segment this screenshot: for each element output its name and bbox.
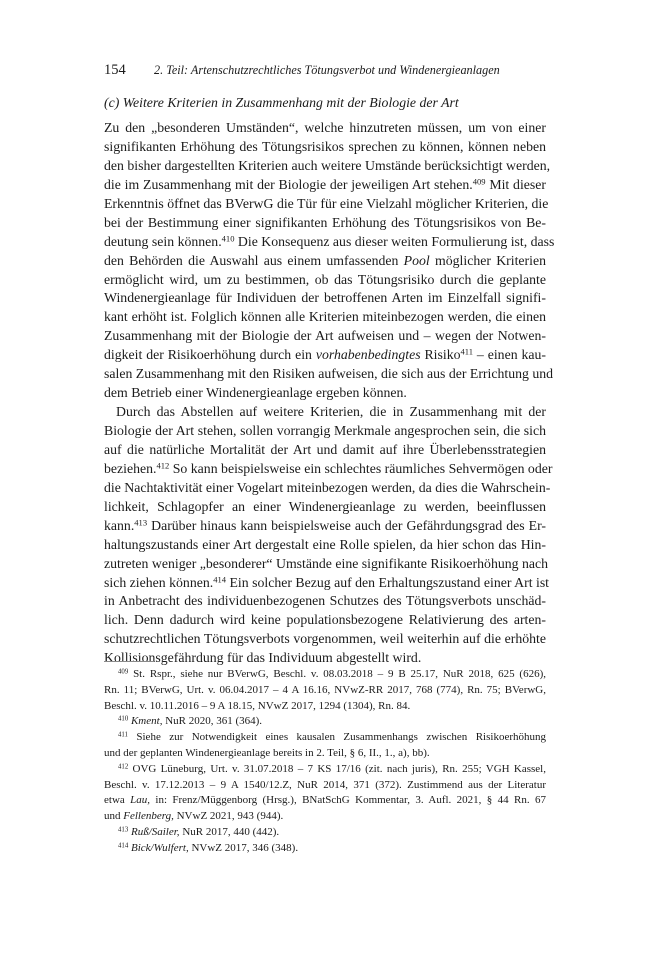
footnotes bbox=[104, 667, 546, 857]
author-name: Ruß/Sailer, bbox=[130, 825, 180, 838]
footnote-412: $^{412}$ OVG Lüneburg, Urt. v. 31.07.2018 – 7 KS 17/16 (zit. nach juris), Rn. 255; VGH Kassel, bbox=[118, 762, 546, 775]
book-page bbox=[104, 0, 555, 972]
author-name: Kment, bbox=[130, 715, 163, 728]
author-name: Bick/Wulfert, bbox=[130, 841, 189, 854]
body-line: kann.$^{413}$ Darüber hinaus kann beispielsweise auch der Gefährdungsgrad des Er- bbox=[104, 517, 546, 533]
body-line: kant erhöht ist. Folglich können alle Kriterien miteinbezogen werden, die einen bbox=[104, 309, 546, 325]
body-line: haltungszustands einer Art dergestalt eine Rolle spielen, da hier schon das Hin- bbox=[104, 536, 546, 552]
footnote-410: $^{410}$ Kment, NuR 2020, 361 (364). bbox=[118, 715, 263, 728]
footnote-number: 414 bbox=[118, 842, 129, 850]
body-line: den bisher dargestellten Kriterien auch weitere Umstände berücksichtigt werden, bbox=[104, 157, 551, 173]
body-line: die im Zusammenhang mit der Biologie der jeweiligen Art stehen.$^{409}$ Mit dieser bbox=[104, 176, 546, 192]
body-line: die Nachtaktivität einer Vogelart miteinbezogen werden, da dies die Wahrschein- bbox=[104, 479, 551, 495]
body-line: digkeit der Risikoerhöhung durch ein vorhabenbedingtes Risiko$^{411}$ – einen kau- bbox=[104, 346, 547, 363]
body-line: zutreten weniger „besonderer“ Umstände eine signifikante Risikoerhöhung nach bbox=[104, 555, 549, 571]
footnote-line: etwa Lau, in: Frenz/Müggenborg (Hrsg.), BNatSchG Kommentar, 3. Aufl. 2021, § 44 Rn. 67 bbox=[104, 794, 547, 807]
running-title: 2. Teil: Artenschutzrechtliches Tötungsverbot und Windenergieanlagen bbox=[154, 63, 500, 77]
body-line: Biologie der Art stehen, sollen vorrangig Merkmale angesprochen sein, die sich bbox=[104, 423, 546, 438]
footnote-ref-413[interactable]: 413 bbox=[134, 517, 148, 528]
footnote-ref-410[interactable]: 410 bbox=[221, 233, 235, 244]
footnote-411: $^{411}$ Siehe zur Notwendigkeit eines kausalen Zusammenhangs zwischen Risikoerhöhung bbox=[118, 731, 546, 744]
body-line: lichkeit, Schlagopfer an einer Windenergieanlage zu werden, beeinflussen bbox=[104, 498, 546, 514]
footnote-number: 410 bbox=[118, 715, 129, 723]
emphasis: Pool bbox=[403, 252, 430, 268]
body-line: Zusammenhang mit der Biologie der Art aufweisen und – wegen der Notwen- bbox=[104, 328, 546, 344]
body-line: deutung sein können.$^{410}$ Die Konsequenz aus dieser weiten Formulierung ist, dass bbox=[104, 233, 555, 249]
footnote-line: und der geplanten Windenergieanlage bereits in 2. Teil, § 6, II., 1., a), bb). bbox=[104, 746, 430, 759]
body-line: lich. Denn dadurch wird keine populationsbezogene Relativierung des arten- bbox=[104, 612, 546, 628]
footnote-ref-414[interactable]: 414 bbox=[213, 574, 227, 585]
section-heading: (c) Weitere Kriterien in Zusammenhang mit der Biologie der Art bbox=[104, 95, 459, 110]
body-line: auf die natürliche Mortalität der Art und damit auf ihre Überlebensstrategien bbox=[104, 441, 546, 457]
author-name: Fellenberg, bbox=[123, 810, 174, 823]
body-line: dem Betrieb einer Windenergieanlage ergeben können. bbox=[104, 385, 407, 401]
footnote-separator bbox=[104, 661, 154, 662]
body-line: bei der Bestimmung einer signifikanten Erhöhung des Tötungsrisikos von Be- bbox=[104, 214, 546, 230]
body-line: sich ziehen können.$^{414}$ Ein solcher Bezug auf den Erhaltungszustand einer Art ist bbox=[104, 574, 550, 590]
body-line: Durch das Abstellen auf weitere Kriterien, die in Zusammenhang mit der bbox=[116, 404, 546, 420]
emphasis: vorhabenbedingtes bbox=[315, 347, 421, 363]
body-line: den Behörden die Auswahl aus einem umfassenden Pool möglicher Kriterien bbox=[104, 252, 546, 268]
footnote-line: Beschl. v. 17.12.2013 – 9 A 1540/12.Z, NuR 2014, 371 (372). Zustimmend aus der Literatur bbox=[104, 778, 546, 791]
footnote-line: Beschl. v. 10.11.2016 – 9 A 18.15, NVwZ 2017, 1294 (1304), Rn. 84. bbox=[104, 699, 411, 712]
body-line: salen Zusammenhang mit den Risiken aufweisen, die sich aus der Errichtung und bbox=[104, 366, 554, 382]
footnote-number: 409 bbox=[118, 668, 129, 676]
body-line: Windenergieanlage für Individuen der betroffenen Arten im Einzelfall signifi- bbox=[104, 290, 546, 306]
footnote-413: $^{413}$ Ruß/Sailer, NuR 2017, 440 (442). bbox=[118, 825, 280, 838]
author-name: Lau, bbox=[130, 794, 151, 807]
body-text bbox=[104, 119, 555, 668]
body-line: ermöglicht wird, um zu bestimmen, ob das Tötungsrisiko durch die geplante bbox=[104, 271, 546, 287]
body-line: signifikanten Erhöhung des Tötungsrisikos sprechen zu können, können neben bbox=[104, 138, 546, 154]
footnote-number: 411 bbox=[118, 731, 128, 739]
body-line: Kollisionsgefährdung für das Individuum abgestellt wird. bbox=[104, 650, 422, 666]
footnote-409: $^{409}$ St. Rspr., siehe nur BVerwG, Beschl. v. 08.03.2018 – 9 B 25.17, NuR 2018, 625 (626), bbox=[118, 668, 546, 680]
body-line: in Anbetracht des individuenbezogenen Schutzes des Tötungsverbots unschäd- bbox=[104, 593, 546, 609]
body-line: Zu den „besonderen Umständen“, welche hinzutreten müssen, um von einer bbox=[104, 120, 546, 135]
footnote-line: Rn. 11; BVerwG, Urt. v. 06.04.2017 – 4 A 16.16, NVwZ-RR 2017, 768 (774), Rn. 75; BVerwG, bbox=[104, 683, 546, 696]
footnote-ref-411[interactable]: 411 bbox=[460, 346, 474, 357]
footnote-number: 413 bbox=[118, 826, 129, 834]
footnote-number: 412 bbox=[118, 763, 129, 771]
footnote-414: $^{414}$ Bick/Wulfert, NVwZ 2017, 346 (348). bbox=[118, 841, 299, 854]
page-header bbox=[104, 60, 546, 80]
footnote-ref-412[interactable]: 412 bbox=[156, 460, 170, 471]
footnote-line: und Fellenberg, NVwZ 2021, 943 (944). bbox=[104, 810, 284, 823]
page-number: 154 bbox=[104, 62, 126, 78]
body-line: schutzrechtlichen Tötungsverbots vorgenommen, weil weiterhin auf die erhöhte bbox=[104, 631, 546, 647]
footnote-ref-409[interactable]: 409 bbox=[472, 176, 486, 187]
body-line: Erkenntnis öffnet das BVerwG die Tür für eine Vielzahl möglicher Kriterien, die bbox=[104, 195, 549, 211]
body-line: beziehen.$^{412}$ So kann beispielsweise ein schlechtes räumliches Sehvermögen oder bbox=[104, 460, 553, 476]
